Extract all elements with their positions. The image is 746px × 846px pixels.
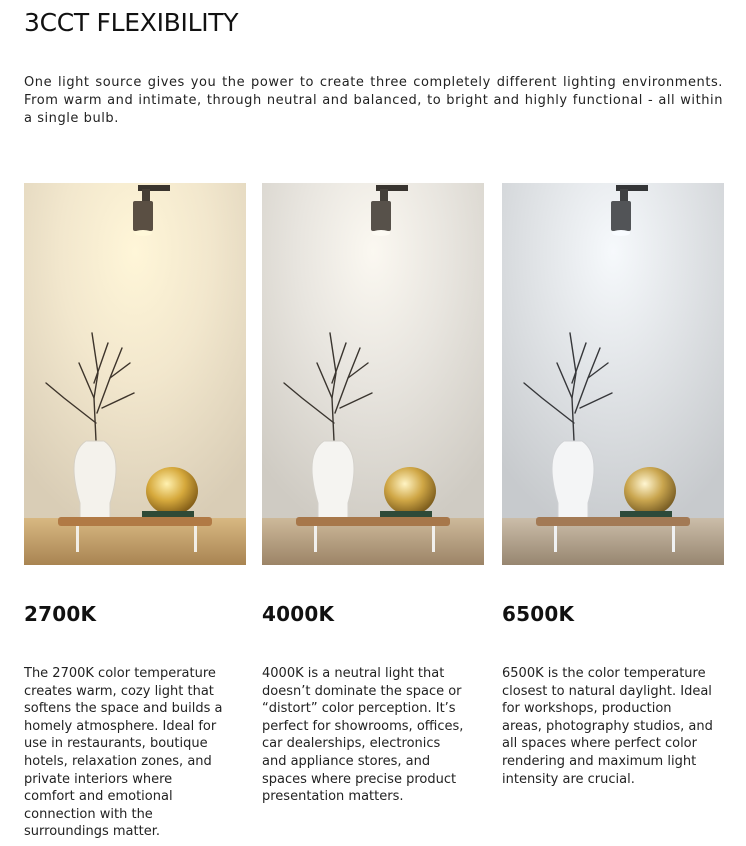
temperature-description: The 2700K color temperature creates warm, cozy light that softens the space and builds a homely atmosphere. Ideal for use in restaurants, boutique hotels, relaxation zones, and private interiors where comfort and emotional connection with the surroundings matter. [24,666,223,840]
cct-card-4000k [262,183,484,805]
temperature-label: 4000K [262,602,335,626]
page-title: 3CCT FLEXIBILITY [24,8,239,37]
temperature-label: 2700K [24,602,97,626]
temperature-label: 6500K [502,602,575,626]
scene-photo-4000k [262,183,484,565]
temperature-description: 6500K is the color temperature closest to natural daylight. Ideal for workshops, production areas, photography studios, and all spaces where perfect color rendering and maximum light intensity are crucial. [502,666,713,787]
cct-card-6500k [502,183,724,787]
cct-card-2700k [24,183,246,840]
scene-photo-2700k [24,183,246,565]
scene-photo-6500k [502,183,724,565]
intro-paragraph: One light source gives you the power to create three completely different lighting environments. From warm and intimate, through neutral and balanced, to bright and highly functional - all within a single bulb. [24,75,723,126]
temperature-description: 4000K is a neutral light that doesn’t dominate the space or “distort” color perception. It’s perfect for showrooms, offices, car dealerships, electronics and appliance stores, and spaces where precise product presentation matters. [262,666,464,805]
